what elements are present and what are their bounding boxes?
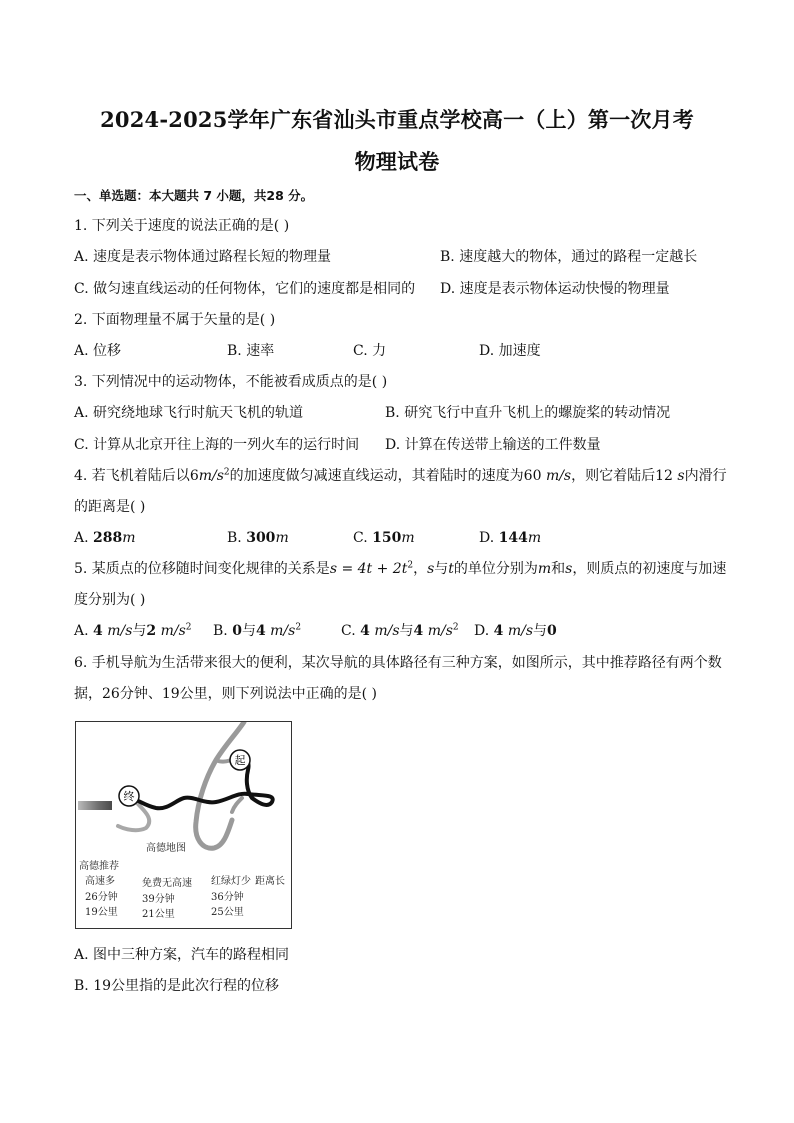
exam-subtitle: 物理试卷: [354, 149, 440, 174]
q2-stem: 2. 下面物理量不属于矢量的是( ): [74, 312, 276, 328]
q5-option-d: D. 4 m/s与0: [474, 623, 557, 639]
q1-option-b: B. 速度越大的物体，通过的路程一定越长: [440, 249, 698, 265]
navigation-map-figure: [75, 721, 292, 929]
plan-1-name: 高速多: [85, 876, 115, 887]
q5-option-b: B. 0与4 $m/s^2$: [213, 622, 302, 639]
plan-1-distance: 19公里: [85, 907, 118, 918]
q3-option-b: B. 研究飞行中直升飞机上的螺旋桨的转动情况: [385, 405, 671, 421]
map-brand-label: 高德地图: [146, 843, 186, 854]
q2-option-c: C. 力: [353, 343, 387, 359]
highway-segment: [78, 801, 112, 810]
q5-stem: 5. 某质点的位移随时间变化规律的关系是$s = 4t + 2t^2$，s与t的单位分别为m和s，则质点的初速度与加速: [74, 560, 727, 577]
q1-stem: 1. 下列关于速度的说法正确的是( ): [74, 218, 290, 234]
q2-option-a: A. 位移: [74, 343, 122, 359]
exam-title: 2024-2025学年广东省汕头市重点学校高一（上）第一次月考: [100, 107, 694, 132]
q3-option-c: C. 计算从北京开往上海的一列火车的运行时间: [74, 437, 360, 453]
q1-option-d: D. 速度是表示物体运动快慢的物理量: [440, 281, 670, 297]
plan-2-time: 39分钟: [142, 894, 175, 905]
section-heading: 一、单选题：本大题共 7 小题，共28 分。: [74, 188, 314, 203]
recommend-label: 高德推荐: [79, 861, 119, 872]
q2-option-d: D. 加速度: [479, 343, 541, 359]
plan-2-distance: 21公里: [142, 909, 175, 920]
plan-3-distance: 25公里: [211, 907, 244, 918]
plan-1-time: 26分钟: [85, 892, 118, 903]
end-label: 终: [123, 790, 135, 803]
q6-stem: 6. 手机导航为生活带来很大的便利，某次导航的具体路径有三种方案，如图所示，其中推荐路径有两个数: [74, 655, 722, 671]
q4-option-d: D. 144m: [479, 530, 542, 546]
q2-option-b: B. 速率: [227, 343, 275, 359]
q6-option-b: B. 19公里指的是此次行程的位移: [74, 978, 280, 994]
plan-3-time: 36分钟: [211, 892, 244, 903]
q6-option-a: A. 图中三种方案，汽车的路程相同: [74, 947, 290, 963]
q4-option-a: A. 288m: [74, 530, 136, 546]
q6-stem-line2: 据，26分钟、19公里，则下列说法中正确的是( ): [74, 686, 378, 702]
q3-option-a: A. 研究绕地球飞行时航天飞机的轨道: [74, 405, 304, 421]
q4-stem-line2: 的距离是( ): [74, 499, 146, 515]
alt-route-joint: [232, 798, 242, 812]
plan-3-name: 红绿灯少: [211, 876, 251, 887]
plan-2-name: 免费无高速: [142, 878, 192, 889]
q5-option-a: A. 4 m/s与2 $m/s^2$: [74, 622, 192, 639]
q5-option-c: C. 4 m/s与4 $m/s^2$: [341, 622, 459, 639]
q4-option-c: C. 150m: [353, 530, 415, 546]
alt-route-fewer-lights: [118, 802, 149, 830]
q3-option-d: D. 计算在传送带上输送的工件数量: [385, 437, 601, 453]
recommended-route: [131, 756, 273, 808]
q1-option-a: A. 速度是表示物体通过路程长短的物理量: [74, 249, 332, 265]
q4-option-b: B. 300m: [227, 530, 289, 546]
q1-option-c: C. 做匀速直线运动的任何物体，它们的速度都是相同的: [74, 281, 416, 297]
alt-route-no-toll: [196, 722, 244, 848]
q5-stem-line2: 度分别为( ): [74, 592, 146, 608]
q3-stem: 3. 下列情况中的运动物体，不能被看成质点的是( ): [74, 374, 388, 390]
q4-stem: 4. 若飞机着陆后以$6m/s^2$的加速度做匀减速直线运动，其着陆时的速度为60 m/s，则它着陆后12 s内滑行: [74, 467, 727, 484]
plan-extra-label: 距离长: [255, 876, 285, 887]
start-label: 起: [234, 754, 246, 767]
